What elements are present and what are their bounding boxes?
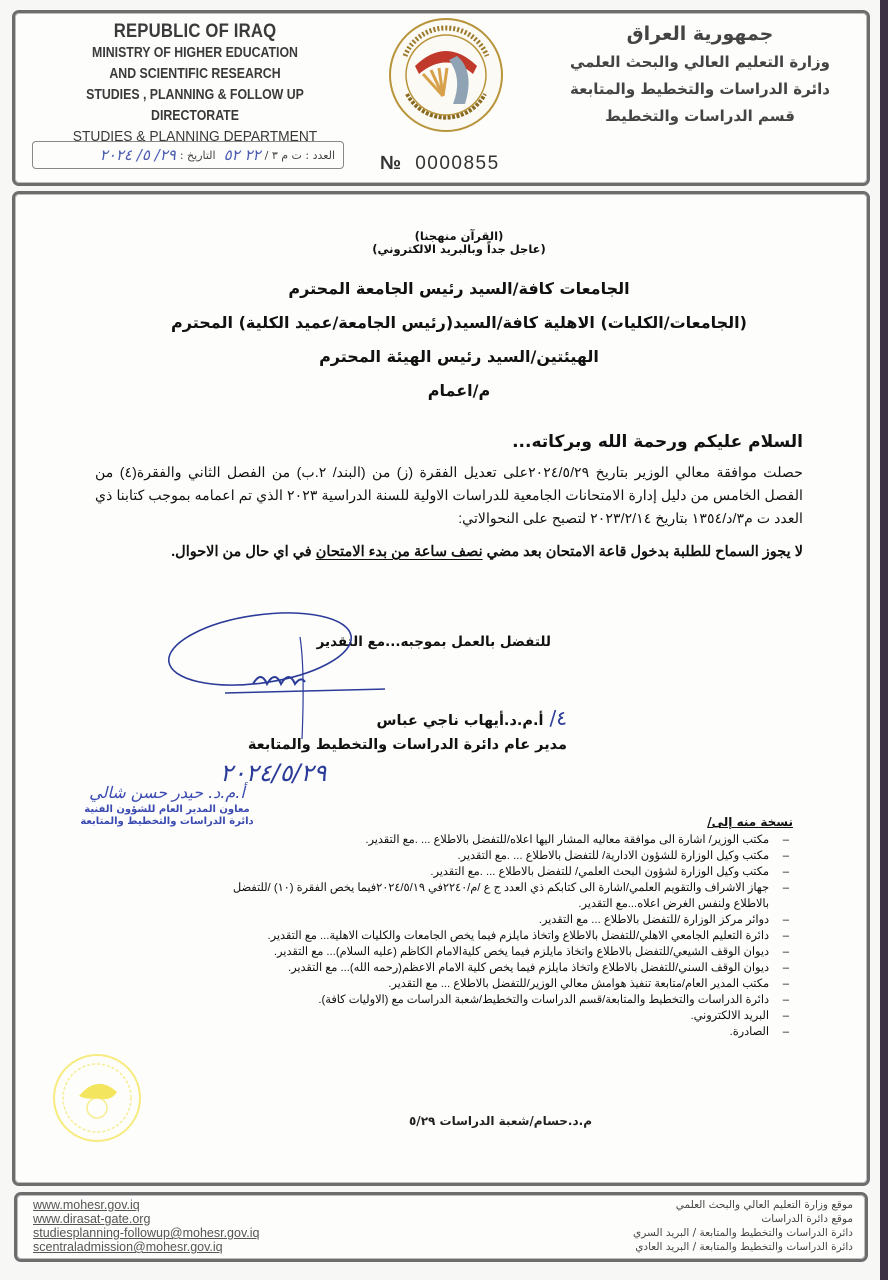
- footer-labels: [633, 1198, 853, 1254]
- cc-list: [101, 832, 791, 1040]
- cc-item: – مكتب المدير العام/متابعة تنفيذ هوامش معالي الوزير/للتفضل بالاطلاع ... مع التقدير.: [101, 976, 791, 992]
- addressee-universities: الجامعات كافة/السيد رئيس الجامعة المحترم: [288, 279, 630, 298]
- arabic-country: جمهورية العراق: [626, 23, 774, 45]
- deputy-directorate: دائرة الدراسات والتخطيط والمتابعة: [80, 816, 254, 827]
- letter-body: [12, 191, 870, 1186]
- deputy-stamp: [77, 782, 257, 828]
- cc-item: – ديوان الوقف الشيعي/للتفضل بالاطلاع واتخاذ مايلزم فيما يخص كليةالامام الكاظم (عليه السلام)... مع التقدير.: [101, 944, 791, 960]
- cc-item: – الصادرة.: [101, 1024, 791, 1040]
- cc-item: – دائرة التعليم الجامعي الاهلي/للتفضل بالاطلاع واتخاذ مايلزم فيما يخص الجامعات والكليات الاهلية... مع التقدير.: [101, 928, 791, 944]
- english-country: REPUBLIC OF IRAQ: [113, 21, 277, 42]
- secret-mail-label: دائرة الدراسات والتخطيط والمتابعة / البريد السري: [632, 1227, 853, 1239]
- ministry-website-label: موقع وزارة التعليم العالي والبحث العلمي: [675, 1199, 853, 1211]
- addressees: [115, 272, 803, 408]
- cc-item: – ديوان الوقف السني/للتفضل بالاطلاع واتخاذ مايلزم فيما يخص كلية الامام الاعظم(رحمه الله)... مع التقدير.: [101, 960, 791, 976]
- secret-mail-link[interactable]: studiesplanning-followup@mohesr.gov.iq: [33, 1226, 260, 1240]
- serial-number: [380, 153, 500, 175]
- main-paragraph: حصلت موافقة معالي الوزير بتاريخ ٢٠٢٤/٥/٢٩على تعديل الفقرة (ز) من (البند/ ٢.ب) من الفصل الثاني والفقرة(٤) من الفصل الخامس من دليل إدارة الامتحانات الجامعية للدراسات الاولية للسنة الدراسية ٢٠٢٣ الذي تم اعمامه بموجب كتابنا ذي العدد ت م٣/د/١٣٥٤ بتاريخ ٢٠٢٣/٢/١٤ لتصبح على النحوالاتي:: [95, 465, 803, 527]
- signer-name-text: أ.م.د.أيهاب ناجي عباس: [376, 713, 544, 729]
- footer: [14, 1192, 868, 1262]
- regular-mail-label: دائرة الدراسات والتخطيط والمتابعة / البريد العادي: [635, 1241, 853, 1253]
- arabic-ministry: وزارة التعليم العالي والبحث العلمي: [569, 53, 831, 71]
- cc-title: نسخة منه إلى/: [707, 815, 793, 829]
- english-department: STUDIES & PLANNING DEPARTMENT: [72, 129, 318, 145]
- greeting: السلام عليكم ورحمة الله وبركاته...: [512, 432, 803, 452]
- letterhead: [12, 10, 870, 186]
- urgency-note: (عاجل جداً وبالبريد الالكتروني): [372, 242, 546, 256]
- studies-website-link[interactable]: www.dirasat-gate.org: [33, 1212, 151, 1226]
- studies-website-label: موقع دائرة الدراسات: [761, 1213, 853, 1225]
- closing-line: للتفضل بالعمل بموجبه...مع التقدير: [316, 634, 551, 650]
- cc-item: – مكتب وكيل الوزارة للشؤون الادارية/ للتفضل بالاطلاع ... .مع التقدير.: [101, 848, 791, 864]
- regular-mail-link[interactable]: scentraladmission@mohesr.gov.iq: [33, 1240, 223, 1254]
- cc-item: – جهاز الاشراف والتقويم العلمي/اشارة الى كتابكم ذي العدد ج ع /م/٢٢٤٠في ٢٠٢٤/٥/١٩فيما يخص الفقرة (١٠) /للتفضل: [101, 880, 791, 896]
- decision-underlined: نصف ساعة من بدء الامتحان: [315, 544, 483, 560]
- cc-item: – البريد الالكتروني.: [101, 1008, 791, 1024]
- addressee-commissions: الهيئتين/السيد رئيس الهيئة المحترم: [319, 347, 599, 366]
- decision-part-2: في اي حال من الاحوال.: [171, 544, 316, 560]
- deputy-name: أ.م.د. حيدر حسن شالي: [89, 783, 245, 802]
- handwritten-date: ٢٠٢٤/٥/٢٩: [220, 759, 327, 787]
- reference-date-value: ٢٩/ ٥/ ٢٠٢٤: [99, 146, 176, 164]
- reference-date-label: التاريخ :: [179, 148, 216, 162]
- english-ministry: MINISTRY OF HIGHER EDUCATION: [92, 45, 298, 61]
- motto: (القرآن منهجنا): [414, 229, 504, 243]
- cc-item: – دوائر مركز الوزارة /للتفضل بالاطلاع ... مع التقدير.: [101, 912, 791, 928]
- arabic-directorate: دائرة الدراسات والتخطيط والمتابعة: [570, 80, 830, 98]
- decision-part-1: لا يجوز السماح للطلبة بدخول قاعة الامتحان بعد مضي: [482, 544, 803, 560]
- serial-prefix: №: [380, 153, 402, 174]
- signer-name: [377, 706, 567, 730]
- ministry-seal-icon: [387, 16, 505, 134]
- english-ministry-2: AND SCIENTIFIC RESEARCH: [109, 66, 281, 82]
- reference-number-value: ٢٢ ٥٢: [223, 146, 261, 164]
- reference-box: [32, 141, 344, 169]
- arabic-letterhead: [555, 19, 845, 130]
- decision-text: [95, 539, 803, 565]
- arabic-department: قسم الدراسات والتخطيط: [605, 107, 795, 125]
- cc-item: – دائرة الدراسات والتخطيط والمتابعة/قسم الدراسات والتخطيط/شعبة الدراسات مع (الاوليات كافة).: [101, 992, 791, 1008]
- motto-block: [115, 230, 803, 256]
- preparer-initials: م.د.حسام/شعبة الدراسات ٥/٢٩: [408, 1114, 592, 1128]
- english-letterhead: [30, 19, 360, 148]
- ministry-website-link[interactable]: www.mohesr.gov.iq: [33, 1198, 140, 1212]
- english-directorate: STUDIES , PLANNING & FOLLOW UP DIRECTORATE: [86, 87, 304, 124]
- page-edge: [880, 0, 888, 1280]
- subject-line: م/اعمام: [427, 381, 491, 400]
- addressee-private-colleges: (الجامعات/الكليات) الاهلية كافة/السيد(رئيس الجامعة/عميد الكلية) المحترم: [171, 313, 747, 332]
- signer-title: مدير عام دائرة الدراسات والتخطيط والمتابعة: [247, 737, 567, 753]
- deputy-title: معاون المدير العام للشؤون الفنية: [84, 804, 250, 815]
- signer-mark: ٤/: [549, 706, 567, 730]
- official-stamp-icon: [51, 1052, 143, 1144]
- reference-number-label: العدد : ت م ٣ /: [264, 148, 335, 162]
- serial-value: 0000855: [415, 153, 500, 174]
- cc-item: – مكتب وكيل الوزارة لشؤون البحث العلمي/ للتفضل بالاطلاع ... .مع التقدير.: [101, 864, 791, 880]
- cc-item: – مكتب الوزير/ اشارة الى موافقة معاليه المشار اليها اعلاه/للتفضل بالاطلاع ... .مع التقدير.: [101, 832, 791, 848]
- cc-item-continuation: بالاطلاع ولنفس الغرض اعلاه...مع التقدير.: [578, 898, 769, 910]
- footer-links: [33, 1198, 259, 1254]
